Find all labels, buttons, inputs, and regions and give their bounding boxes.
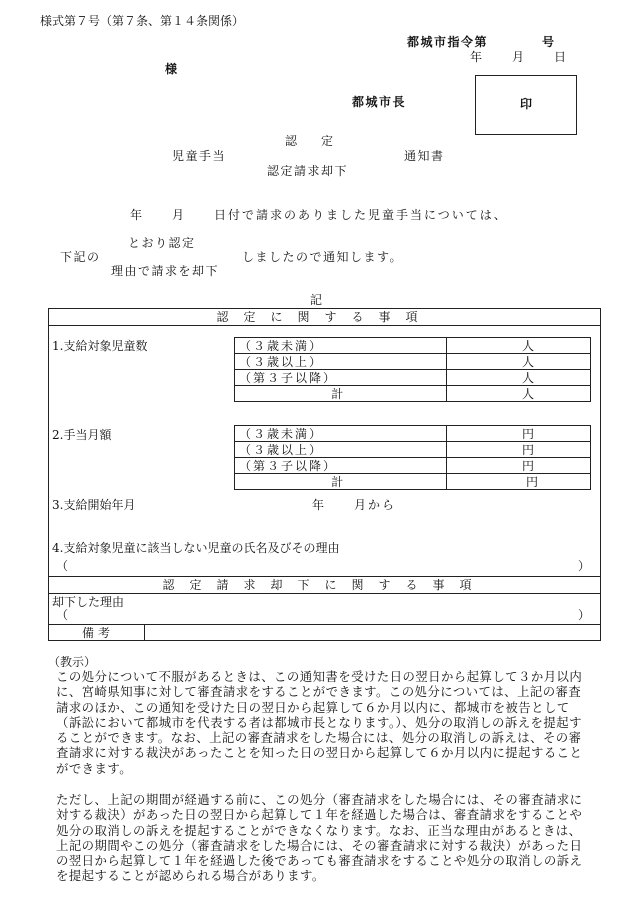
- count-row-unit: 人: [446, 354, 590, 370]
- item4-label: 4.支給対象児童に該当しない児童の氏名及びその理由: [52, 541, 340, 555]
- count-row-label: （３歳以上）: [235, 354, 447, 370]
- start-month-value: 年 月から: [312, 498, 397, 512]
- form-number: 様式第７号（第７条、第１４条関係）: [40, 14, 245, 28]
- count-row-unit: 人: [446, 338, 590, 354]
- title-option-reject: 認定請求却下: [267, 164, 349, 178]
- title-left: 児童手当: [172, 149, 227, 163]
- table-row: [235, 354, 591, 370]
- count-total-unit: 人: [446, 386, 590, 402]
- remarks-column-line: [144, 624, 145, 641]
- count-row-label: （３歳未満）: [235, 338, 447, 354]
- document-number: 都城市指令第 号: [407, 35, 556, 49]
- table-row: [235, 370, 591, 386]
- section2-top-divider: [48, 576, 601, 577]
- notice-paragraph-2: ただし、上記の期間が経過する前に、この処分（審査請求をした場合には、その審査請求に対する裁決）があった日の翌日から起算して１年を経過した場合は、審査請求をすることや処分の取消しの訴えを提起することができなくなります。なお、正当な理由があるときは、上記の期間やこの処分（審査請求をした場合には、その審査請求に対する裁決）があった日の翌日から起算して１年を経過した後であっても審査請求をすることや処分の取消しの訴えを提起することが認められる場合があります。: [56, 792, 583, 884]
- amount-row-unit: 円: [446, 442, 590, 458]
- notice-paragraph-1: この処分について不服があるときは、この通知書を受けた日の翌日から起算して３か月以内に、宮崎県知事に対して審査請求をすることができます。この処分については、上記の審査請求のほか、この通知を受けた日の翌日から起算して６か月以内に、都城市を被告として（訴訟において都城市を代表する者は都城市長となります。）、処分の取消しの訴えを提起することができます。なお、上記の審査請求をした場合には、処分の取消しの訴えは、その審査請求に対する裁決があったことを知った日の翌日から起算して６か月以内に提起することができます。: [56, 669, 583, 776]
- item4-paren-close: ）: [578, 559, 591, 573]
- child-count-table: [234, 337, 591, 402]
- count-row-label: （第３子以降）: [235, 370, 447, 386]
- table-row: [235, 426, 591, 442]
- notice-heading: （教示）: [48, 655, 97, 669]
- amount-row-unit: 円: [446, 426, 590, 442]
- title-option-approve: 認 定: [285, 134, 334, 148]
- item1-label: 1.支給対象児童数: [52, 339, 148, 353]
- section2-title: 認定請求却下に関する事項: [162, 578, 487, 592]
- item4-paren-open: （: [56, 559, 69, 573]
- issuer-name: 都城市長: [352, 95, 407, 109]
- section1-title: 認定に関する事項: [216, 310, 433, 324]
- monthly-amount-table: [234, 425, 591, 490]
- count-total-label: 計: [235, 386, 447, 402]
- section1-divider: [48, 325, 601, 326]
- addressee-suffix: 様: [165, 62, 178, 76]
- seal-label: 印: [519, 97, 532, 111]
- reason-paren-close: ）: [578, 608, 591, 622]
- body-suffix: しましたので通知します。: [242, 250, 404, 264]
- table-row: [235, 458, 591, 474]
- seal-box: [475, 75, 577, 135]
- reason-paren-open: （: [56, 608, 69, 622]
- remarks-label: 備考: [82, 626, 115, 640]
- amount-total-label: 計: [235, 474, 447, 490]
- body-option-approve: とおり認定: [128, 236, 196, 250]
- table-row: [235, 338, 591, 354]
- amount-row-label: （３歳未満）: [235, 426, 447, 442]
- ki-mark: 記: [310, 293, 323, 307]
- section2-divider: [48, 593, 601, 594]
- amount-row-unit: 円: [446, 458, 590, 474]
- count-row-unit: 人: [446, 370, 590, 386]
- body-line1: 年 月 日付で請求のありました児童手当については、: [130, 208, 508, 222]
- item3-label: 3.支給開始年月: [52, 498, 136, 512]
- remarks-divider: [48, 624, 601, 625]
- table-row: [235, 474, 591, 490]
- amount-total-unit: 円: [446, 474, 590, 490]
- issue-date: 年 月 日: [470, 50, 569, 64]
- body-prefix: 下記の: [60, 250, 101, 264]
- title-right: 通知書: [404, 149, 445, 163]
- amount-row-label: （第３子以降）: [235, 458, 447, 474]
- table-row: [235, 386, 591, 402]
- item2-label: 2.手当月額: [52, 428, 112, 442]
- amount-row-label: （３歳以上）: [235, 442, 447, 458]
- body-option-reject: 理由で請求を却下: [111, 264, 220, 278]
- table-row: [235, 442, 591, 458]
- reject-reason-label: 却下した理由: [52, 595, 125, 609]
